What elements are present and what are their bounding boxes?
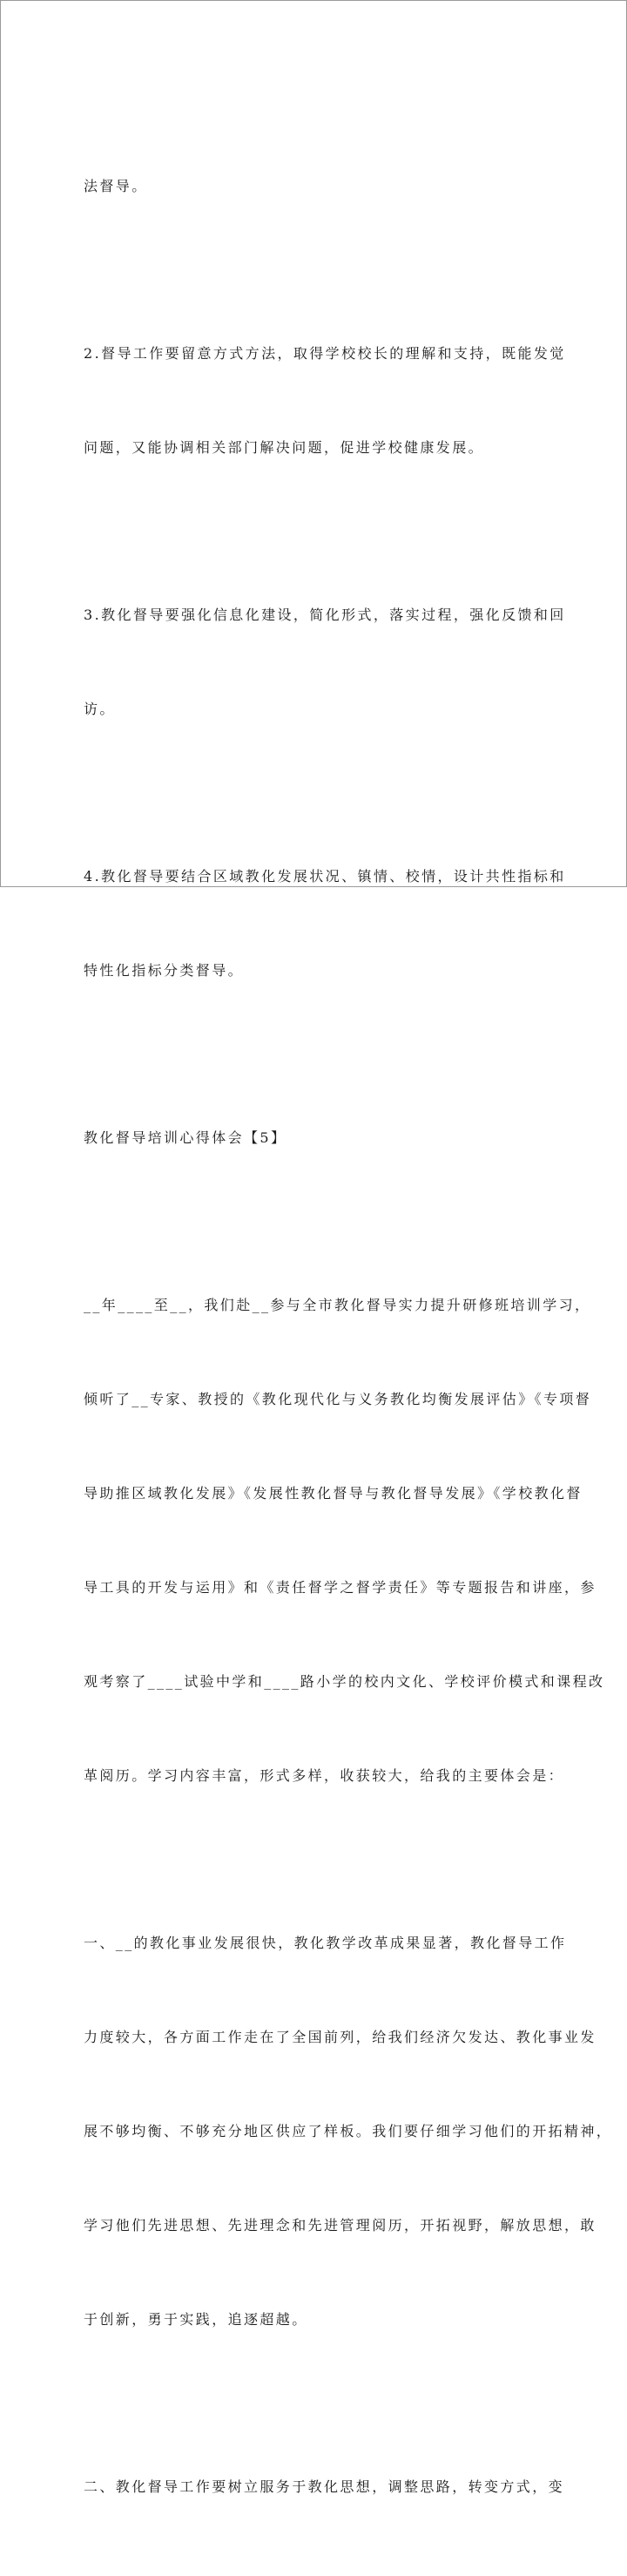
- paragraph-1: [84, 108, 550, 265]
- text-line: 展不够均衡、不够充分地区供应了样板。我们要仔细学习他们的开拓精神，: [84, 2123, 613, 2139]
- text-line: 学习他们先进思想、先进理念和先进管理阅历，开拓视野，解放思想，敢: [84, 2217, 597, 2234]
- text-line: 问题，又能协调相关部门解决问题，促进学校健康发展。: [84, 439, 485, 456]
- paragraph-4: [84, 798, 566, 1049]
- text-line: 2.督导工作要留意方式方法，取得学校校长的理解和支持，既能发觉: [84, 345, 566, 362]
- text-line: 特性化指标分类督导。: [84, 962, 245, 979]
- document-body: [84, 108, 613, 2576]
- paragraph-5: [84, 1227, 605, 1854]
- text-line: 观考察了____试验中学和____路小学的校内文化、学校评价模式和课程改: [84, 1673, 605, 1690]
- paragraph-2: [84, 275, 566, 526]
- text-line: 导助推区域教化发展》《发展性教化督导与教化督导发展》《学校教化督: [84, 1485, 583, 1502]
- text-line: 4.教化督导要结合区域教化发展状况、镇情、校情，设计共性指标和: [84, 868, 566, 885]
- paragraph-3: [84, 537, 566, 788]
- text-line: __年____至__，我们赴__参与全市教化督导实力提升研修班培训学习，: [84, 1297, 591, 1313]
- paragraph-6: [84, 1865, 613, 2398]
- text-line: 3.教化督导要强化信息化建设，简化形式，落实过程，强化反馈和回: [84, 607, 566, 623]
- text-line: 访。: [84, 701, 116, 717]
- text-line: 一、__的教化事业发展很快，教化教学改革成果显著，教化督导工作: [84, 1935, 567, 1951]
- text-line: 于创新，勇于实践，追逐超越。: [84, 2311, 308, 2328]
- text-line: 教化督导培训心得体会【5】: [84, 1129, 287, 1146]
- text-line: 法督导。: [84, 178, 148, 194]
- paragraph-7: [84, 2409, 565, 2566]
- section-heading: [84, 1060, 550, 1217]
- text-line: 倾听了__专家、教授的《教化现代化与义务教化均衡发展评估》《专项督: [84, 1391, 592, 1407]
- text-line: 二、教化督导工作要树立服务于教化思想，调整思路，转变方式，变: [84, 2478, 565, 2495]
- text-line: 力度较大，各方面工作走在了全国前列，给我们经济欠发达、教化事业发: [84, 2029, 597, 2045]
- text-line: 导工具的开发与运用》和《责任督学之督学责任》等专题报告和讲座，参: [84, 1579, 597, 1596]
- text-line: 革阅历。学习内容丰富，形式多样，收获较大，给我的主要体会是：: [84, 1767, 565, 1784]
